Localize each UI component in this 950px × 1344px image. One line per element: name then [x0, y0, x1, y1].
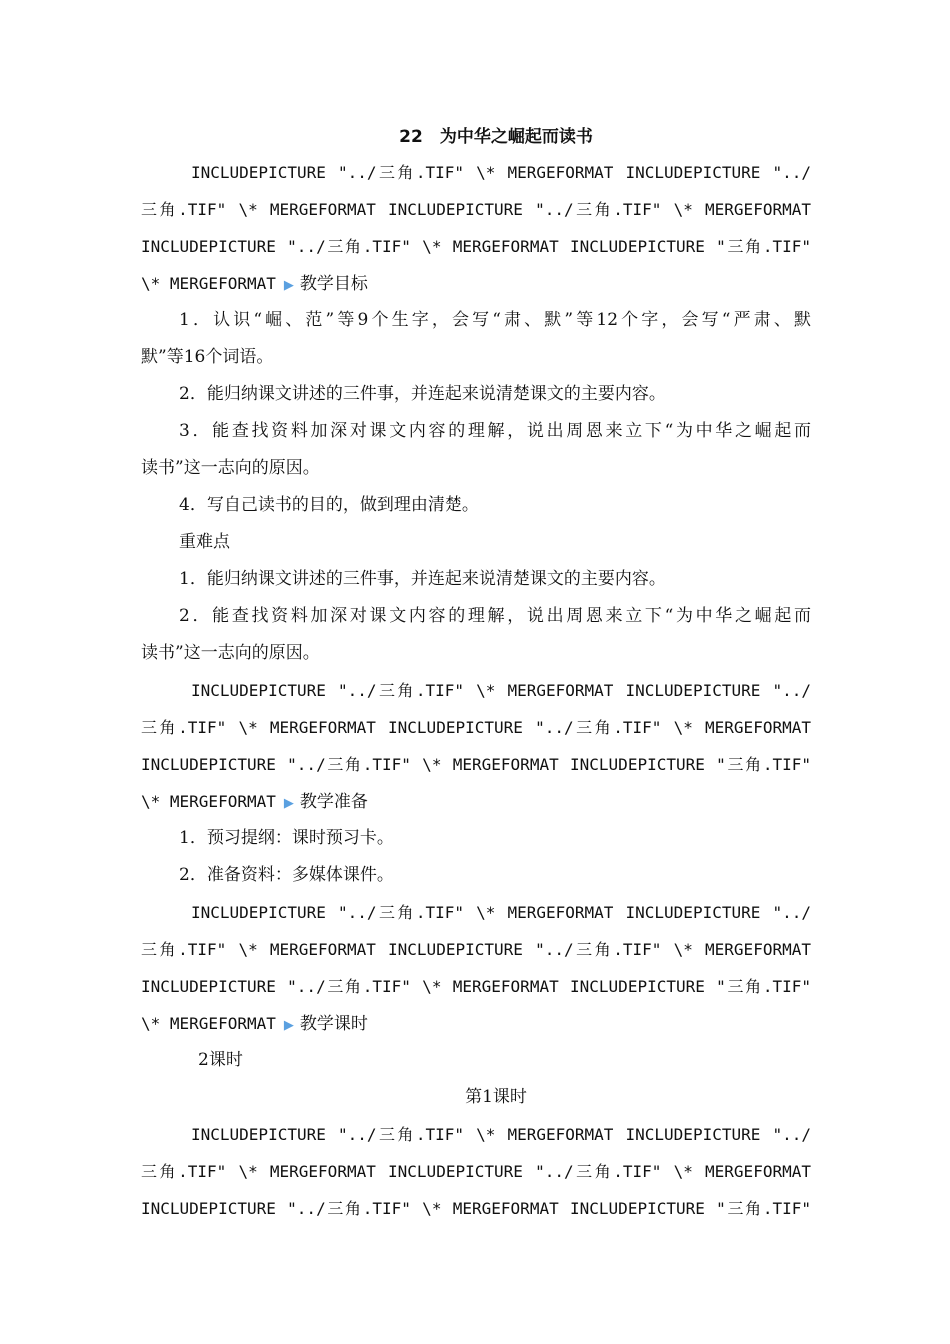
section-heading-label: 教学目标	[299, 274, 368, 294]
objective-item-continuation: 读书”这一志向的原因。	[141, 458, 320, 478]
section-heading-label: 教学准备	[299, 792, 368, 812]
field-code-line: 三角.TIF" \* MERGEFORMAT INCLUDEPICTURE "../三角.TIF" \* MERGEFORMAT	[141, 718, 811, 737]
objective-item: 1．认识“崛、范”等9个生字，会写“肃、默”等12个字，会写“严肃、默	[179, 310, 811, 330]
lesson-title: 22 为中华之崛起而读书	[399, 127, 593, 147]
document-page	[141, 120, 811, 1227]
key-point-item-continuation: 读书”这一志向的原因。	[141, 643, 320, 663]
period-count: 2课时	[198, 1050, 243, 1070]
section-heading-objectives	[141, 265, 811, 302]
key-point-item: 1．能归纳课文讲述的三件事，并连起来说清楚课文的主要内容。	[179, 569, 666, 589]
field-code-line: INCLUDEPICTURE "../三角.TIF" \* MERGEFORMAT INCLUDEPICTURE "../	[191, 163, 811, 182]
section-heading-preparation	[141, 783, 811, 820]
section-heading-periods	[141, 1005, 811, 1042]
field-code-line: \* MERGEFORMAT	[141, 1014, 276, 1033]
section-heading-key-points: 重难点	[179, 532, 230, 552]
objective-item: 3．能查找资料加深对课文内容的理解，说出周恩来立下“为中华之崛起而	[179, 421, 811, 441]
field-code-line: 三角.TIF" \* MERGEFORMAT INCLUDEPICTURE "../三角.TIF" \* MERGEFORMAT	[141, 1162, 811, 1181]
objective-item: 2．能归纳课文讲述的三件事，并连起来说清楚课文的主要内容。	[179, 384, 666, 404]
preparation-item: 1．预习提纲：课时预习卡。	[179, 828, 394, 848]
section-heading-label: 教学课时	[299, 1014, 368, 1034]
field-code-line: INCLUDEPICTURE "../三角.TIF" \* MERGEFORMAT INCLUDEPICTURE "三角.TIF"	[141, 977, 811, 996]
triangle-bullet-icon: ▶	[283, 278, 294, 293]
field-code-line: \* MERGEFORMAT	[141, 792, 276, 811]
triangle-bullet-icon: ▶	[283, 1018, 294, 1033]
field-code-line: INCLUDEPICTURE "../三角.TIF" \* MERGEFORMAT INCLUDEPICTURE "三角.TIF"	[141, 755, 811, 774]
period-heading: 第1课时	[465, 1087, 527, 1107]
key-point-item: 2．能查找资料加深对课文内容的理解，说出周恩来立下“为中华之崛起而	[179, 606, 811, 626]
field-code-line: INCLUDEPICTURE "../三角.TIF" \* MERGEFORMAT INCLUDEPICTURE "../	[191, 1125, 811, 1144]
field-code-line: INCLUDEPICTURE "../三角.TIF" \* MERGEFORMAT INCLUDEPICTURE "三角.TIF"	[141, 237, 811, 256]
field-code-line: \* MERGEFORMAT	[141, 274, 276, 293]
objective-item: 4．写自己读书的目的，做到理由清楚。	[179, 495, 479, 515]
field-code-line: 三角.TIF" \* MERGEFORMAT INCLUDEPICTURE "../三角.TIF" \* MERGEFORMAT	[141, 200, 811, 219]
field-code-line: 三角.TIF" \* MERGEFORMAT INCLUDEPICTURE "../三角.TIF" \* MERGEFORMAT	[141, 940, 811, 959]
objective-item-continuation: 默”等16个词语。	[141, 347, 274, 367]
field-code-line: INCLUDEPICTURE "../三角.TIF" \* MERGEFORMAT INCLUDEPICTURE "三角.TIF"	[141, 1199, 811, 1218]
field-code-line: INCLUDEPICTURE "../三角.TIF" \* MERGEFORMAT INCLUDEPICTURE "../	[191, 903, 811, 922]
preparation-item: 2．准备资料：多媒体课件。	[179, 865, 394, 885]
triangle-bullet-icon: ▶	[283, 796, 294, 811]
field-code-line: INCLUDEPICTURE "../三角.TIF" \* MERGEFORMAT INCLUDEPICTURE "../	[191, 681, 811, 700]
